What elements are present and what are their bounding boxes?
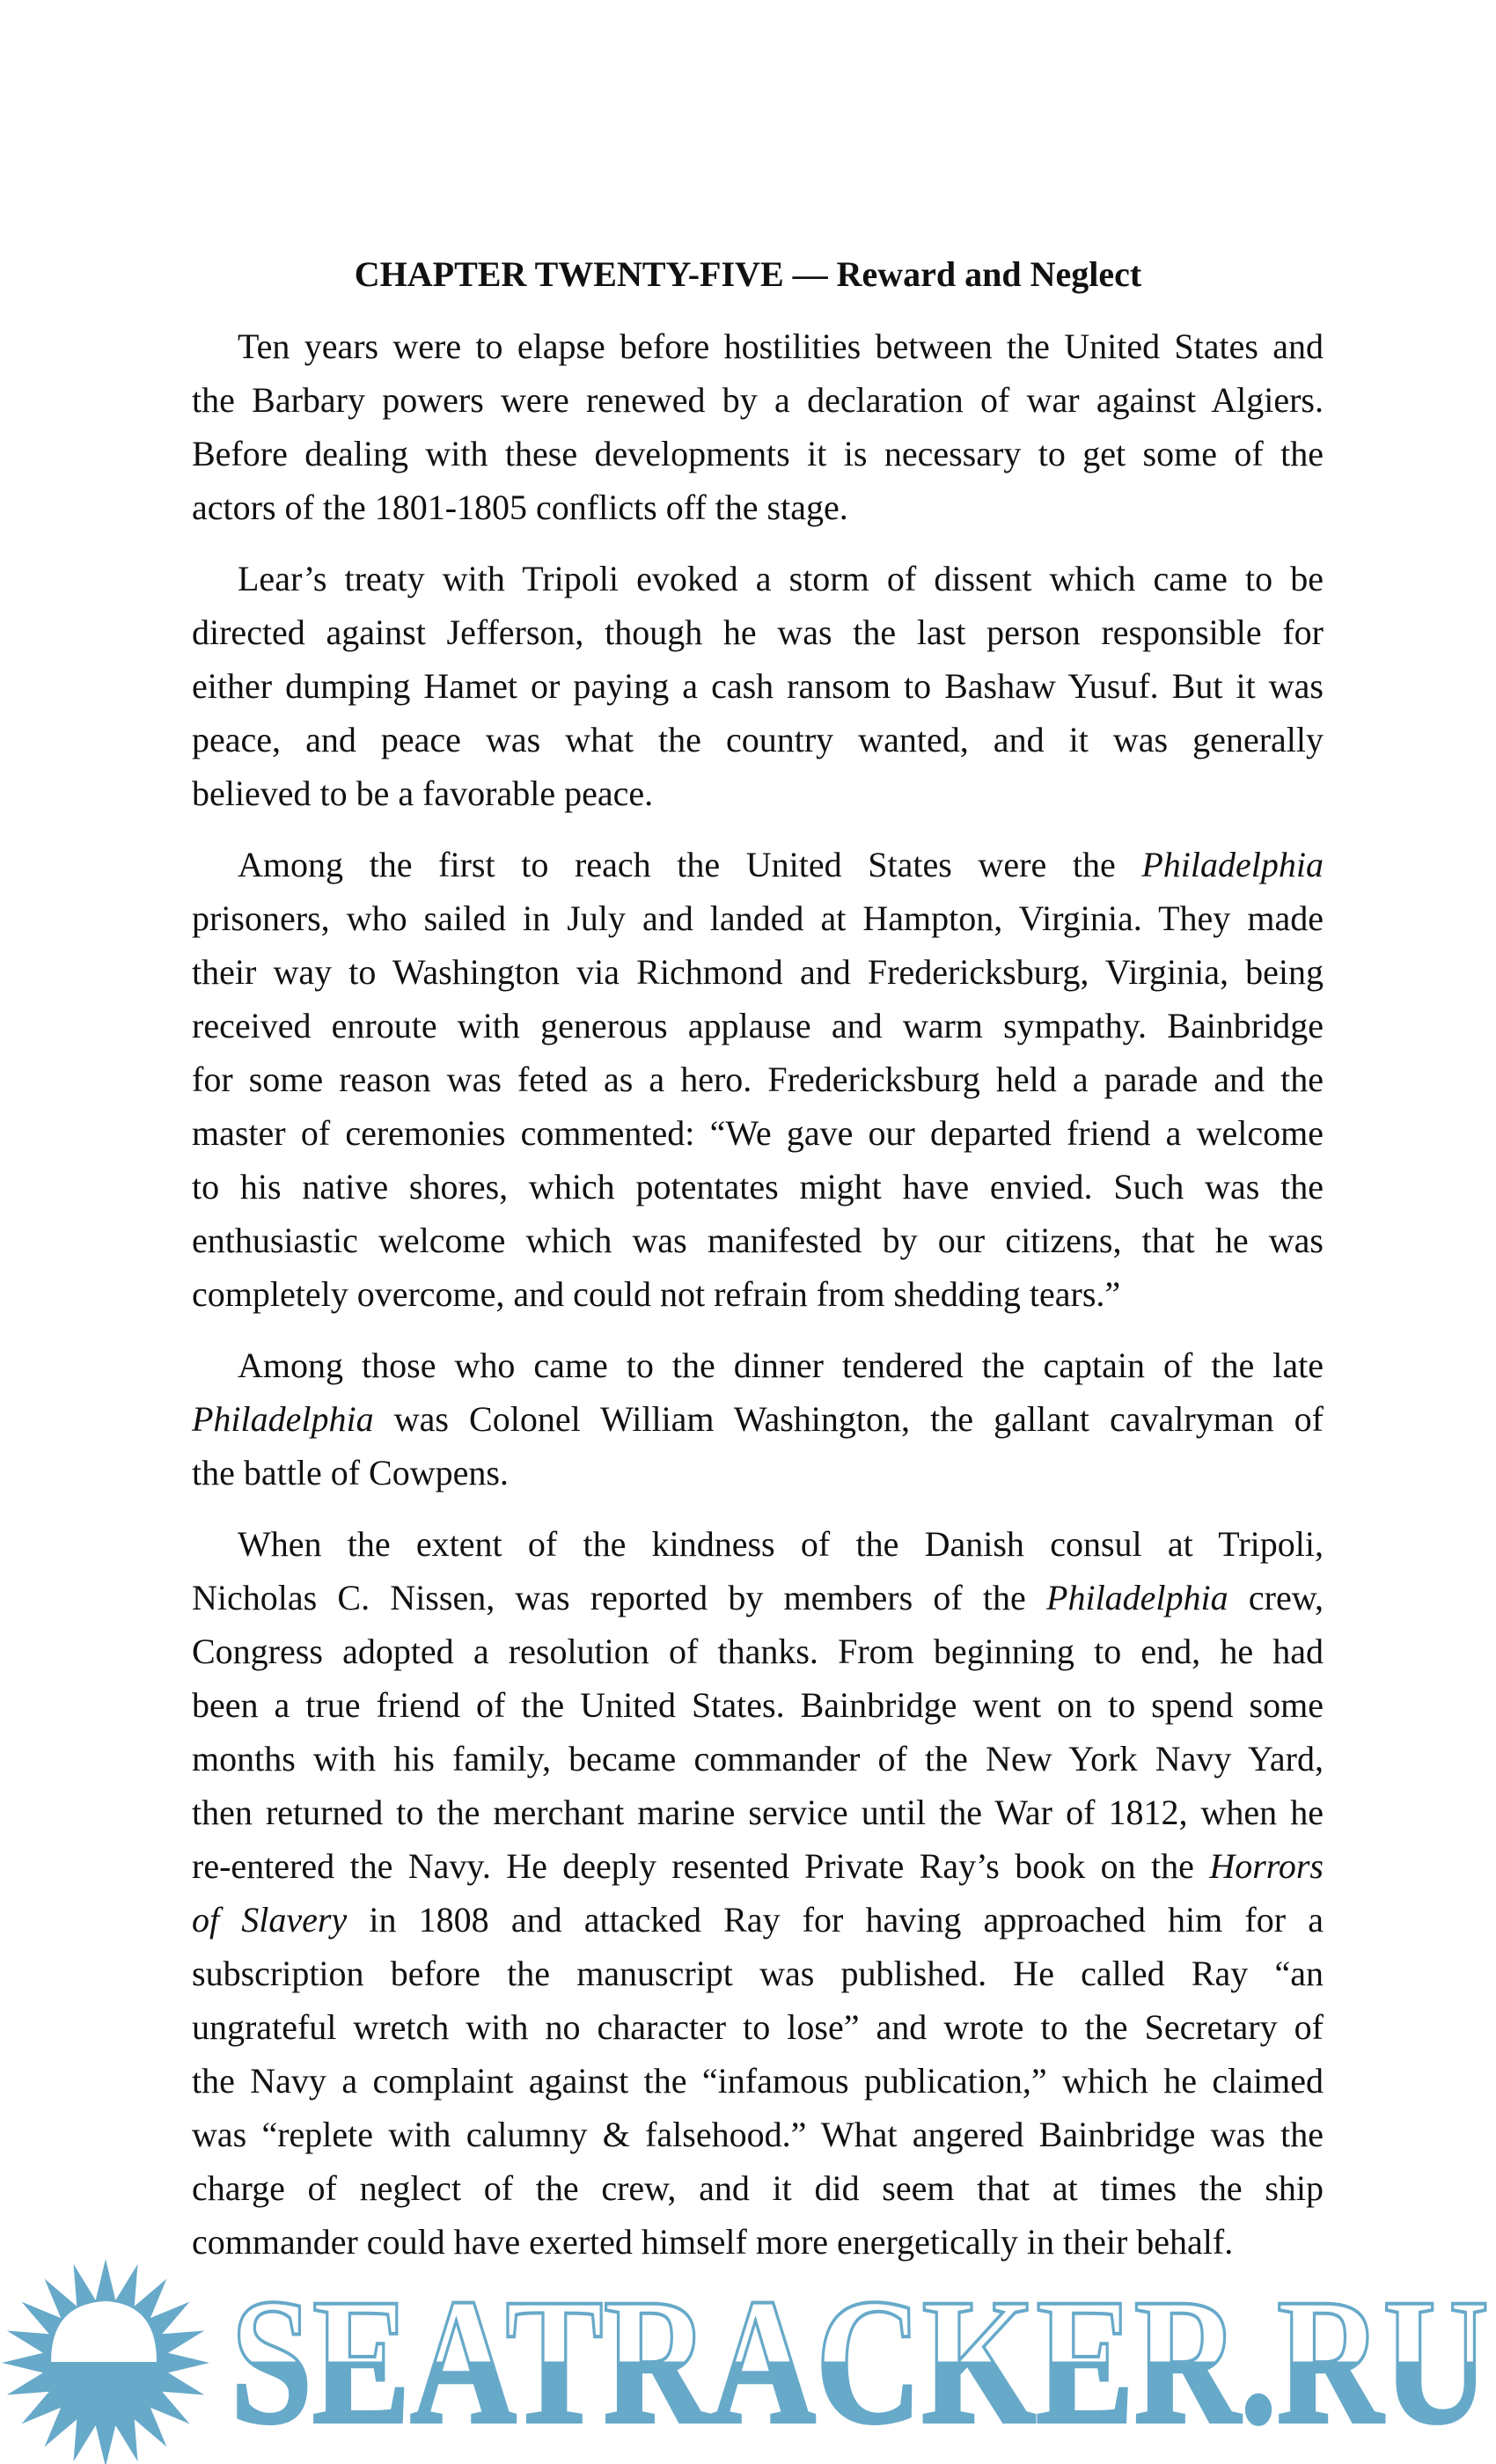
text-segment: believed to be a favorable peace. (192, 774, 654, 813)
text-segment: Congress adopted a resolution of thanks. From beginning to end, he had (192, 1632, 1324, 1671)
text-line (192, 2000, 1324, 2054)
seatracker-logo (0, 2253, 1496, 2464)
text-segment: Among those who came to the dinner tendered the captain of the late (238, 1346, 1324, 1385)
text-segment: their way to Washington via Richmond and Fredericksburg, Virginia, being (192, 952, 1324, 992)
text-line (192, 1052, 1324, 1106)
text-line (192, 373, 1324, 427)
text-line (192, 838, 1324, 891)
text-segment: charge of neglect of the crew, and it did seem that at times the ship (192, 2168, 1324, 2208)
text-segment: Ten years were to elapse before hostilities between the United States and (238, 326, 1324, 366)
text-segment: When the extent of the kindness of the Danish consul at Tripoli, (238, 1524, 1324, 1564)
text-line (192, 1214, 1324, 1267)
text-line (192, 1571, 1324, 1624)
chapter-title: CHAPTER TWENTY-FIVE — Reward and Neglect (354, 254, 1142, 294)
paragraph (192, 1517, 1324, 2269)
text-segment: Among the first to reach the United States were the (238, 845, 1142, 884)
text-line (192, 1160, 1324, 1214)
text-segment: actors of the 1801-1805 conflicts off the stage. (192, 488, 848, 527)
watermark-text: SEATRACKER.RU (231, 2262, 1489, 2461)
text-line (192, 1446, 1324, 1500)
text-line (192, 659, 1324, 713)
text-segment: master of ceremonies commented: “We gave our departed friend a welcome (192, 1113, 1324, 1153)
text-segment: either dumping Hamet or paying a cash ransom to Bashaw Yusuf. But it was (192, 666, 1324, 706)
text-line (192, 1106, 1324, 1160)
text-segment: the Navy a complaint against the “infamous publication,” which he claimed (192, 2061, 1324, 2101)
italic-title: Philadelphia (1046, 1578, 1228, 1617)
text-line (192, 480, 1324, 534)
text-segment: been a true friend of the United States. Bainbridge went on to spend some (192, 1685, 1324, 1725)
text-line (192, 891, 1324, 945)
italic-title: Horrors (1209, 1846, 1324, 1886)
text-line (192, 1392, 1324, 1446)
text-segment: to his native shores, which potentates might have envied. Such was the (192, 1167, 1324, 1206)
text-segment: received enroute with generous applause and warm sympathy. Bainbridge (192, 1006, 1324, 1045)
text-line (192, 1732, 1324, 1786)
text-segment: was “replete with calumny & falsehood.” What angered Bainbridge was the (192, 2115, 1324, 2154)
text-line (192, 605, 1324, 659)
text-line (192, 1786, 1324, 1839)
paragraph (192, 319, 1324, 534)
text-segment: crew, (1228, 1578, 1324, 1617)
text-line (192, 1678, 1324, 1732)
text-segment: directed against Jefferson, though he was the last person responsible for (192, 612, 1324, 652)
text-line (192, 999, 1324, 1052)
text-line (192, 766, 1324, 820)
text-segment: in 1808 and attacked Ray for having approached him for a (347, 1900, 1324, 1940)
text-line (192, 1517, 1324, 1571)
text-line (192, 2054, 1324, 2108)
text-segment: prisoners, who sailed in July and landed at Hampton, Virginia. They made (192, 898, 1324, 938)
paragraph (192, 1338, 1324, 1500)
text-segment: was Colonel William Washington, the gallant cavalryman of (373, 1399, 1324, 1439)
sun-icon (2, 2259, 209, 2464)
text-line (192, 1267, 1324, 1321)
paragraph (192, 838, 1324, 1321)
paragraph (192, 552, 1324, 820)
text-segment: the Barbary powers were renewed by a declaration of war against Algiers. (192, 380, 1324, 420)
text-segment: re-entered the Navy. He deeply resented Private Ray’s book on the (192, 1846, 1210, 1886)
text-line (192, 1839, 1324, 1893)
text-segment: commander could have exerted himself more energetically in their behalf. (192, 2222, 1234, 2262)
text-line (192, 1338, 1324, 1392)
text-line (192, 2161, 1324, 2215)
text-segment: Before dealing with these developments it is necessary to get some of the (192, 434, 1324, 473)
text-line (192, 552, 1324, 605)
text-line (192, 427, 1324, 480)
text-line (192, 945, 1324, 999)
italic-title: Philadelphia (1141, 845, 1324, 884)
text-segment: for some reason was feted as a hero. Fredericksburg held a parade and the (192, 1060, 1324, 1099)
text-segment: ungrateful wretch with no character to lose” and wrote to the Secretary of (192, 2007, 1324, 2047)
text-line (192, 713, 1324, 766)
text-segment: then returned to the merchant marine service until the War of 1812, when he (192, 1793, 1324, 1832)
text-segment: the battle of Cowpens. (192, 1453, 509, 1492)
text-segment: subscription before the manuscript was published. He called Ray “an (192, 1954, 1324, 1993)
text-segment: enthusiastic welcome which was manifested by our citizens, that he was (192, 1221, 1324, 1260)
text-line (192, 319, 1324, 373)
text-segment: peace, and peace was what the country wanted, and it was generally (192, 720, 1324, 759)
text-segment: months with his family, became commander of the New York Navy Yard, (192, 1739, 1324, 1778)
body-text (192, 319, 1324, 2286)
text-segment: Nicholas C. Nissen, was reported by members of the (192, 1578, 1047, 1617)
text-line (192, 1947, 1324, 2000)
italic-title: of Slavery (192, 1900, 348, 1940)
text-segment: completely overcome, and could not refrain from shedding tears.” (192, 1274, 1121, 1314)
text-segment: Lear’s treaty with Tripoli evoked a storm of dissent which came to be (238, 559, 1324, 598)
text-line (192, 2108, 1324, 2161)
italic-title: Philadelphia (192, 1399, 374, 1439)
text-line (192, 1624, 1324, 1678)
text-line (192, 1893, 1324, 1947)
